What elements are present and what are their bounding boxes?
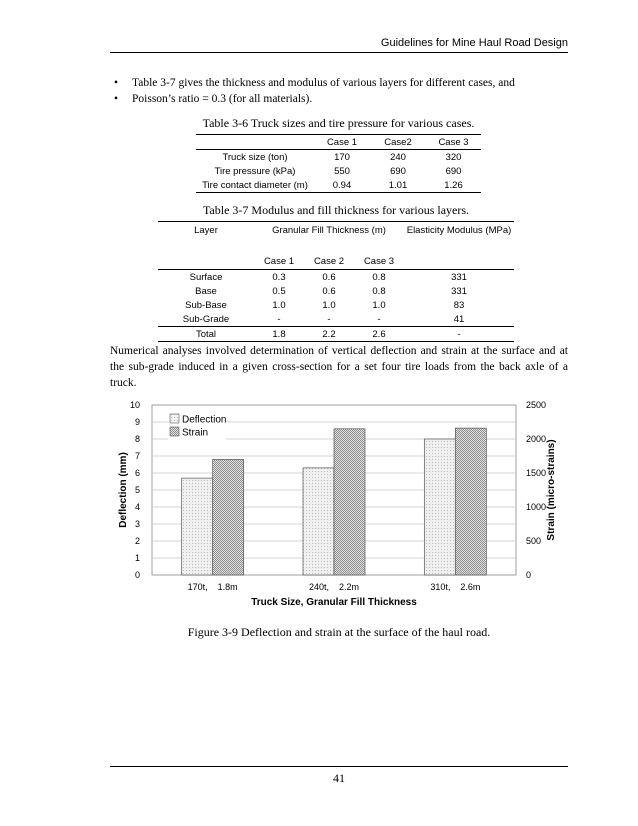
page-header: Guidelines for Mine Haul Road Design xyxy=(110,37,568,53)
x-tick-label: 240t, 2.2m xyxy=(308,582,360,592)
table-cell: Surface xyxy=(189,271,223,283)
y-tick-label: 1 xyxy=(134,553,140,563)
y-tick-label: 7 xyxy=(134,451,140,461)
table-header-cell: Case 2 xyxy=(304,253,354,270)
table-header-cell: Case 1 xyxy=(314,135,370,150)
y-tick-label: 2 xyxy=(134,536,140,546)
table-cell: 170 xyxy=(334,151,350,163)
legend-label: Strain xyxy=(182,427,209,439)
table-cell: 0.8 xyxy=(372,285,386,297)
y-tick-label: 0 xyxy=(134,570,140,580)
legend-label: Deflection xyxy=(182,414,227,426)
y-tick-label: 4 xyxy=(134,502,140,512)
table-cell: Tire pressure (kPa) xyxy=(214,165,296,177)
y2-tick-label: 0 xyxy=(526,570,532,580)
table-header-cell: Case 1 xyxy=(254,253,304,270)
y-tick-label: 10 xyxy=(129,400,140,410)
table-cell: Truck size (ton) xyxy=(222,151,288,163)
y-tick-label: 5 xyxy=(134,485,140,495)
table-row xyxy=(158,284,514,298)
table-truck-sizes xyxy=(196,134,481,193)
y2-axis-title: Strain (micro-strains) xyxy=(546,439,557,541)
y-tick-label: 8 xyxy=(134,434,140,444)
y2-tick-label: 1000 xyxy=(526,502,547,512)
table-header-cell: Elasticity Modulus (MPa) xyxy=(406,225,512,236)
table7-caption: Table 3-7 Modulus and fill thickness for various layers. xyxy=(202,203,470,217)
table-cell: 41 xyxy=(453,313,465,325)
table-cell: - xyxy=(377,313,381,325)
table-cell: 1.0 xyxy=(272,299,286,311)
table-cell: 0.94 xyxy=(332,179,352,191)
table-cell: 690 xyxy=(445,165,462,177)
page-number: 41 xyxy=(110,766,568,786)
table-cell: - xyxy=(327,313,331,325)
table-total-row xyxy=(158,327,514,342)
table-header-row xyxy=(158,222,514,254)
table-header-row xyxy=(196,135,481,150)
table-row xyxy=(158,298,514,312)
table6-caption: Table 3-6 Truck sizes and tire pressure for various cases. xyxy=(202,116,475,130)
table-cell: 0.5 xyxy=(272,285,286,297)
body-paragraph: Numerical analyses involved determination of vertical deflection and strain at the surface and at the sub-grade induced in a given cross-section for a set four tire loads from the back axle of a truck. xyxy=(110,345,568,389)
bar-strain xyxy=(213,459,244,575)
y2-tick-label: 2000 xyxy=(526,434,547,444)
bar-deflection xyxy=(303,468,334,575)
table-cell: 1.8 xyxy=(254,327,304,342)
x-axis-title: Truck Size, Granular Fill Thickness xyxy=(251,597,417,608)
table-cell: 0.6 xyxy=(322,285,336,297)
table-cell: 320 xyxy=(445,151,462,163)
table-cell: 550 xyxy=(334,165,350,177)
table-header-cell xyxy=(196,135,314,150)
table-cell: Base xyxy=(195,285,217,297)
bar-deflection xyxy=(424,439,455,575)
table-cell: Tire contact diameter (m) xyxy=(202,179,308,191)
y-tick-label: 9 xyxy=(134,417,140,427)
table-row xyxy=(158,312,514,327)
figure-caption: Figure 3-9 Deflection and strain at the surface of the haul road. xyxy=(187,625,491,639)
table-cell: 2.6 xyxy=(354,327,404,342)
table-cell: - xyxy=(277,313,281,325)
table-cell: 2.2 xyxy=(304,327,354,342)
table-subheader-row xyxy=(158,253,514,270)
table-cell: 1.0 xyxy=(372,299,386,311)
table-header-cell: Case2 xyxy=(370,135,426,150)
table-header-cell: Case 3 xyxy=(354,253,404,270)
table-cell: 83 xyxy=(453,299,465,311)
y-axis-title: Deflection (mm) xyxy=(118,452,129,528)
table-cell: 690 xyxy=(390,165,406,177)
table-row xyxy=(158,270,514,285)
bullet-item: • Table 3-7 gives the thickness and modulus of various layers for different cases, and xyxy=(110,75,570,91)
bullet-item: • Poisson’s ratio = 0.3 (for all materials). xyxy=(110,91,570,107)
table-cell: - xyxy=(404,327,514,342)
table-layer-modulus xyxy=(158,221,514,342)
table-cell: 1.01 xyxy=(388,179,408,191)
table-cell: Total xyxy=(158,327,254,342)
y2-tick-label: 2500 xyxy=(526,400,547,410)
table-row xyxy=(196,150,481,165)
table-cell: 240 xyxy=(390,151,406,163)
table-cell: 1.26 xyxy=(444,179,463,191)
table-cell: 0.8 xyxy=(372,271,386,283)
legend-swatch xyxy=(170,414,179,423)
y2-tick-label: 1500 xyxy=(526,468,547,478)
bullet-list xyxy=(110,75,570,107)
table-cell: 1.0 xyxy=(322,299,336,311)
table-cell: 0.3 xyxy=(272,271,286,283)
x-tick-label: 310t, 2.6m xyxy=(430,582,481,592)
table-cell: 0.6 xyxy=(322,271,336,283)
y2-tick-label: 500 xyxy=(526,536,542,546)
table-row xyxy=(196,164,481,178)
deflection-strain-chart xyxy=(110,392,557,614)
table-row xyxy=(196,178,481,193)
bar-deflection xyxy=(182,478,213,575)
table-header-cell: Case 3 xyxy=(426,135,481,150)
table-cell: Sub-Base xyxy=(185,299,227,311)
chart-legend xyxy=(168,411,226,441)
table-header-cell: Layer xyxy=(194,225,218,236)
y-tick-label: 3 xyxy=(134,519,140,529)
bar-strain xyxy=(334,429,365,575)
y-tick-label: 6 xyxy=(134,468,140,478)
table-cell: 331 xyxy=(451,285,467,297)
legend-swatch xyxy=(170,427,179,436)
table-cell: Sub-Grade xyxy=(182,313,230,325)
x-tick-label: 170t, 1.8m xyxy=(187,582,238,592)
table-header-cell: Granular Fill Thickness (m) xyxy=(272,225,386,236)
bar-strain xyxy=(455,428,486,575)
table-cell: 331 xyxy=(451,271,467,283)
